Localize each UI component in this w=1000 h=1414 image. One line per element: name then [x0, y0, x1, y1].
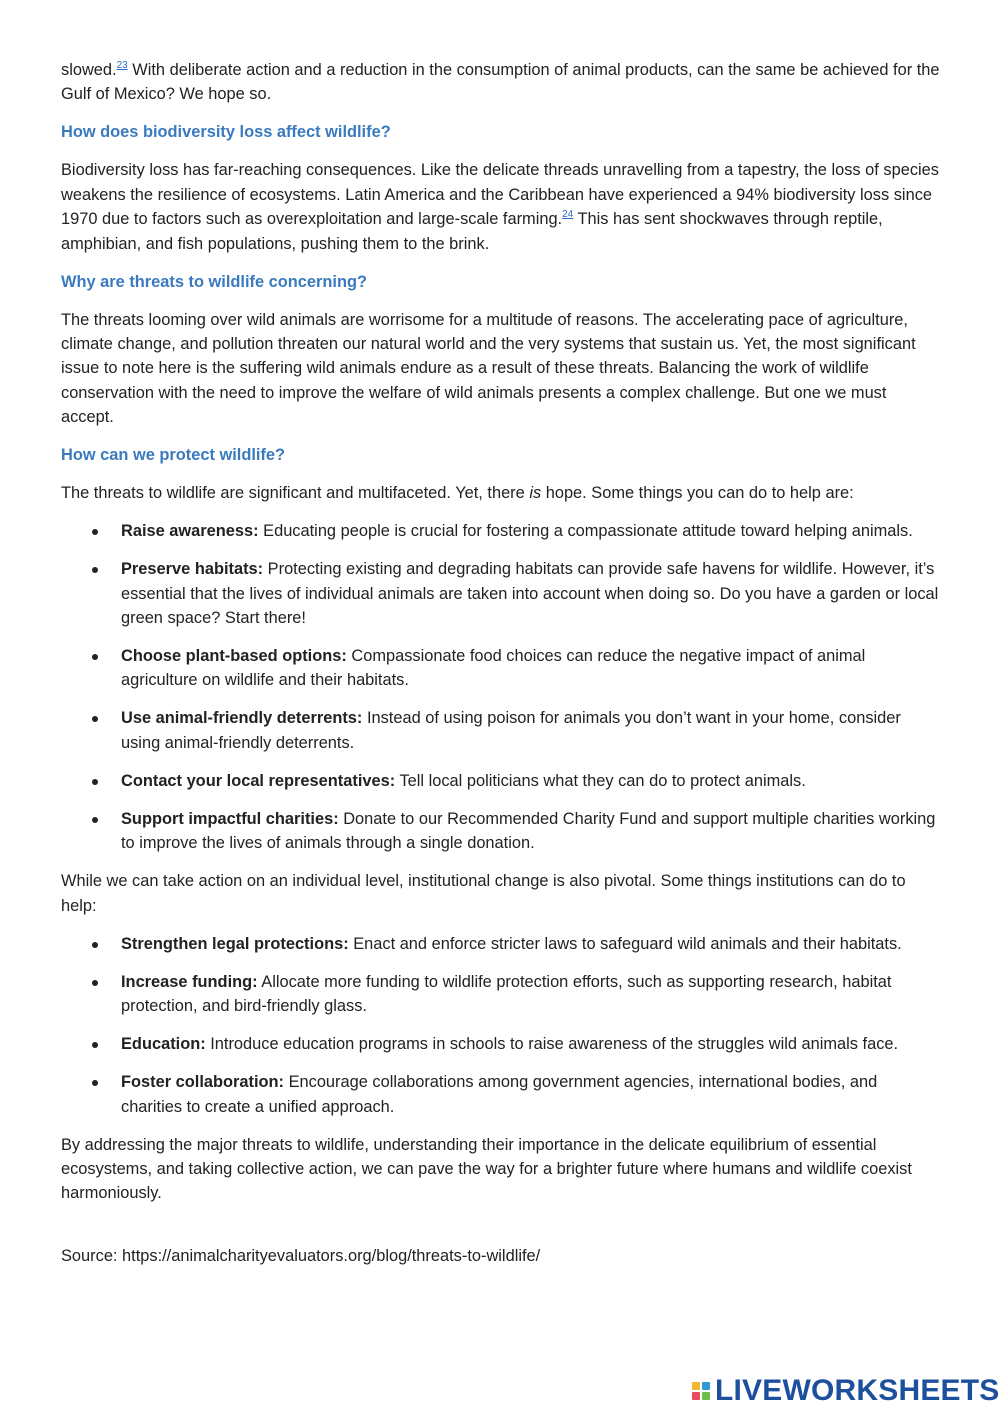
footnote-link[interactable]: 24	[562, 209, 574, 221]
list-item: Support impactful charities: Donate to our Recommended Charity Fund and support multiple charities working to improve the lives of animals through a single donation.	[61, 807, 941, 856]
list-item: Increase funding: Allocate more funding to wildlife protection efforts, such as supporting research, habitat protection, and bird-friendly glass.	[61, 970, 941, 1019]
document-page	[61, 58, 941, 1282]
logo-mark-icon	[692, 1382, 710, 1400]
heading-biodiversity: How does biodiversity loss affect wildlife?	[61, 123, 391, 142]
list-item: Choose plant-based options: Compassionate food choices can reduce the negative impact of animal agriculture on wildlife and their habitats.	[61, 644, 941, 693]
logo-square	[692, 1392, 700, 1400]
conclusion-paragraph: By addressing the major threats to wildlife, understanding their importance in the delicate equilibrium of essential ecosystems, and taking collective action, we can pave the way for a brighter future where humans and wildlife coexist harmoniously.	[61, 1135, 912, 1203]
logo-square	[702, 1382, 710, 1390]
list-item: Contact your local representatives: Tell local politicians what they can do to protect animals.	[61, 769, 941, 793]
heading-protect: How can we protect wildlife?	[61, 446, 286, 465]
liveworksheets-logo[interactable]	[692, 1375, 1000, 1407]
institutional-actions-list	[61, 932, 941, 1119]
intro-paragraph: slowed.$^{23}$ With deliberate action and a reduction in the consumption of animal products, can the same be achieved for the Gulf of Mexico? We hope so.	[61, 60, 940, 104]
logo-square	[692, 1382, 700, 1390]
footnote-24[interactable]	[562, 209, 573, 220]
individual-actions-list	[61, 519, 941, 855]
institutional-intro: While we can take action on an individual level, institutional change is also pivotal. Some things institutions can do to help:	[61, 872, 906, 915]
footnote-23[interactable]	[117, 60, 128, 71]
list-item: Preserve habitats: Protecting existing and degrading habitats can provide safe havens for wildlife. However, it’s essential that the lives of individual animals are taken into account when doing so. Do you have a garden or local green space? Start there!	[61, 557, 941, 630]
list-item: Education: Introduce education programs in schools to raise awareness of the struggles wild animals face.	[61, 1032, 941, 1056]
list-item: Use animal-friendly deterrents: Instead of using poison for animals you don’t want in your home, consider using animal-friendly deterrents.	[61, 706, 941, 755]
heading-threats: Why are threats to wildlife concerning?	[61, 272, 368, 291]
logo-square	[702, 1392, 710, 1400]
protect-intro: The threats to wildlife are significant and multifaceted. Yet, there is hope. Some things you can do to help are:	[61, 484, 854, 503]
source-line: Source: https://animalcharityevaluators.org/blog/threats-to-wildlife/	[61, 1246, 541, 1265]
footnote-link[interactable]: 23	[116, 60, 128, 71]
logo-text: LIVEWORKSHEETS	[715, 1374, 1000, 1407]
list-item: Raise awareness: Educating people is crucial for fostering a compassionate attitude toward helping animals.	[61, 519, 941, 543]
list-item: Strengthen legal protections: Enact and enforce stricter laws to safeguard wild animals and their habitats.	[61, 932, 941, 956]
threats-paragraph: The threats looming over wild animals are worrisome for a multitude of reasons. The accelerating pace of agriculture, climate change, and pollution threaten our natural world and the very systems that sustain us. Yet, the most significant issue to note here is the suffering wild animals endure as a result of these threats. Balancing the work of wildlife conservation with the need to improve the welfare of wild animals presents a complex challenge. But one we must accept.	[61, 310, 916, 427]
biodiversity-paragraph: Biodiversity loss has far-reaching consequences. Like the delicate threads unravelling from a tapestry, the loss of species weakens the resilience of ecosystems. Latin America and the Caribbean have experienced a 94% biodiversity loss since 1970 due to factors such as overexploitation and large-scale farming.$^{24}$ This has sent shockwaves through reptile, amphibian, and fish populations, pushing them to the brink.	[61, 161, 939, 253]
list-item: Foster collaboration: Encourage collaborations among government agencies, international bodies, and charities to create a unified approach.	[61, 1070, 941, 1119]
